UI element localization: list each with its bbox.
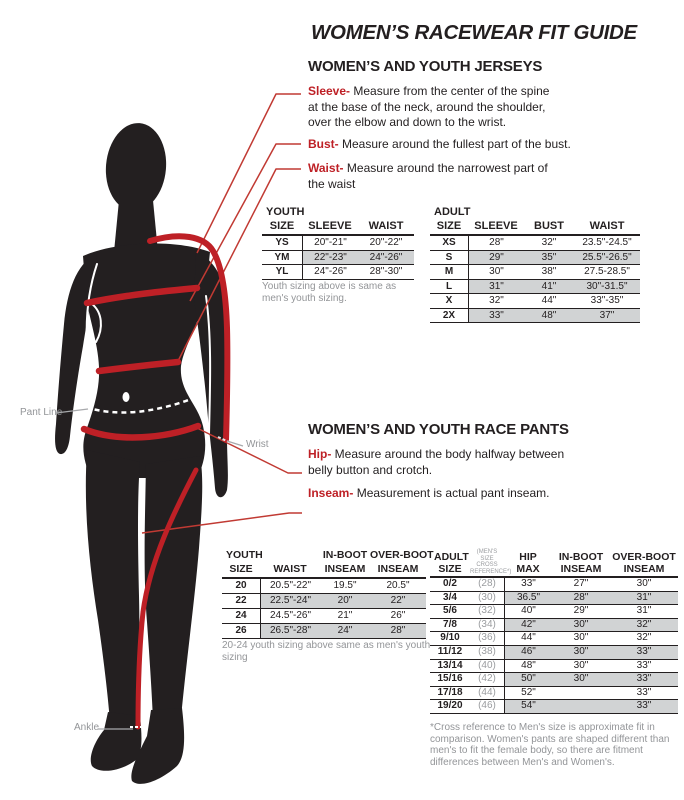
table-cell: 24.5"-26" bbox=[260, 609, 320, 623]
column-header: SIZE bbox=[269, 220, 295, 232]
table-row bbox=[430, 619, 678, 633]
column-header: INSEAM bbox=[324, 563, 366, 575]
table-cell: 31" bbox=[610, 592, 678, 605]
table-cell: 38" bbox=[541, 266, 557, 277]
youth-pants-table bbox=[222, 549, 434, 639]
table-cell: 5/6 bbox=[443, 605, 457, 617]
table-cell: (36) bbox=[478, 632, 496, 644]
table-cell: 54" bbox=[504, 700, 552, 713]
column-header: INSEAM bbox=[623, 563, 665, 575]
table-cell: 26 bbox=[235, 625, 247, 636]
left-leg-shape bbox=[86, 450, 140, 724]
table-cell: 33" bbox=[468, 309, 524, 323]
inseam-text: Measurement is actual pant inseam. bbox=[353, 486, 550, 500]
table-cell: 27.5-28.5" bbox=[584, 266, 630, 277]
pant-line-label: Pant Line bbox=[20, 407, 63, 418]
column-header: OVER-BOOT bbox=[370, 549, 434, 561]
waist-text: Measure around the narrowest part of the waist bbox=[308, 161, 548, 191]
table-cell: 46" bbox=[504, 646, 552, 659]
waist-definition bbox=[308, 161, 558, 192]
table-row bbox=[262, 251, 414, 266]
table-cell: 28" bbox=[552, 592, 610, 605]
table-cell: 48" bbox=[524, 309, 574, 323]
adult-jersey-table bbox=[430, 206, 640, 323]
sleeve-term: Sleeve- bbox=[308, 84, 351, 98]
table-cell: 30" bbox=[573, 632, 589, 644]
column-header: MAX bbox=[516, 563, 540, 575]
table-cell: 28" bbox=[370, 624, 426, 638]
table-cell: 20"-21" bbox=[302, 236, 358, 250]
table-cell: 13/14 bbox=[437, 659, 463, 671]
table-cell: 3/4 bbox=[443, 591, 457, 603]
table-cell: 44" bbox=[504, 632, 552, 645]
adult-pants-overboot-header bbox=[610, 551, 678, 575]
adult-pants-hip-header bbox=[504, 551, 552, 575]
table-cell: 31" bbox=[636, 605, 652, 617]
adult-jersey-table-body bbox=[430, 236, 640, 323]
table-row bbox=[430, 251, 640, 266]
table-cell: 22" bbox=[370, 594, 426, 608]
adult-pants-inboot-header bbox=[552, 551, 610, 575]
table-cell: 21" bbox=[337, 610, 353, 621]
table-cell: 9/10 bbox=[440, 632, 460, 644]
column-header: WAIST bbox=[368, 220, 404, 232]
table-cell: 37" bbox=[574, 309, 640, 323]
table-cell: 32" bbox=[541, 237, 557, 248]
table-cell: 50" bbox=[504, 673, 552, 686]
hip-text: Measure around the body halfway between belly button and crotch. bbox=[308, 447, 565, 477]
bust-term: Bust- bbox=[308, 137, 339, 151]
table-cell: 24 bbox=[235, 610, 247, 621]
column-header: SIZE bbox=[436, 220, 462, 232]
table-cell: 23.5"-24.5" bbox=[582, 237, 632, 248]
table-cell: 40" bbox=[504, 605, 552, 618]
table-cell: (46) bbox=[478, 700, 496, 712]
youth-jersey-table bbox=[262, 206, 414, 280]
table-row bbox=[430, 632, 678, 646]
column-header: SLEEVE bbox=[474, 220, 518, 232]
youth-jersey-note: Youth sizing above is same as men's youth sizing. bbox=[262, 281, 397, 304]
table-cell: 11/12 bbox=[437, 645, 463, 657]
table-cell: 42" bbox=[504, 619, 552, 632]
pants-section-heading: WOMEN’S AND YOUTH RACE PANTS bbox=[308, 421, 569, 438]
table-row bbox=[430, 660, 678, 674]
table-cell: 33" bbox=[610, 673, 678, 686]
inseam-definition bbox=[308, 486, 608, 502]
table-cell: (42) bbox=[478, 673, 496, 685]
table-cell: 33"-35" bbox=[590, 295, 624, 306]
column-header: IN-BOOT bbox=[558, 551, 604, 563]
column-header: SLEEVE bbox=[308, 220, 352, 232]
table-row bbox=[262, 236, 414, 251]
table-cell: 20.5" bbox=[386, 580, 410, 591]
table-row bbox=[430, 673, 678, 687]
table-cell: 48" bbox=[504, 660, 552, 673]
bust-definition bbox=[308, 137, 608, 153]
column-header: HIP bbox=[519, 551, 537, 563]
table-cell: 25.5"-26.5" bbox=[574, 251, 640, 265]
table-cell: 31" bbox=[468, 280, 524, 294]
right-leg-shape bbox=[145, 456, 203, 720]
column-header: ADULT bbox=[434, 551, 469, 563]
table-cell: 28"-30" bbox=[369, 266, 403, 277]
table-row bbox=[222, 609, 426, 624]
table-cell: 26.5"-28" bbox=[260, 624, 320, 638]
column-header: INSEAM bbox=[560, 563, 602, 575]
table-cell: 24"-26" bbox=[358, 251, 414, 265]
jerseys-section-heading: WOMEN’S AND YOUTH JERSEYS bbox=[308, 58, 543, 75]
table-cell: 41" bbox=[524, 280, 574, 294]
youth-pants-table-header bbox=[222, 549, 434, 579]
adult-jersey-table-header bbox=[430, 206, 640, 236]
table-cell: 44" bbox=[541, 295, 557, 306]
adult-pants-size-header bbox=[430, 551, 470, 575]
hip-term: Hip- bbox=[308, 447, 332, 461]
waist-term: Waist- bbox=[308, 161, 344, 175]
left-foot-shape bbox=[91, 712, 142, 771]
table-cell: 33" bbox=[636, 686, 652, 698]
table-cell: (32) bbox=[478, 605, 496, 617]
table-row bbox=[222, 624, 426, 639]
table-cell: XS bbox=[442, 237, 456, 248]
table-row bbox=[222, 594, 426, 609]
table-cell: 29" bbox=[468, 251, 524, 265]
column-header: SIZE bbox=[229, 563, 253, 575]
table-cell: 7/8 bbox=[443, 618, 457, 630]
table-cell: 19/20 bbox=[437, 700, 463, 712]
table-cell: (34) bbox=[478, 618, 496, 630]
table-cell: S bbox=[445, 251, 453, 263]
table-cell: 32" bbox=[636, 632, 652, 644]
table-cell bbox=[552, 700, 610, 713]
crossref-footnote: *Cross reference to Men's size is approximate fit in comparison. Women's pants are shaped different than men's to fit the female body, so there are fitment differences between Men's and Women's. bbox=[430, 722, 670, 768]
table-cell: 27" bbox=[573, 578, 589, 589]
table-cell: 36.5" bbox=[504, 592, 552, 605]
table-cell: YS bbox=[275, 237, 289, 248]
table-row bbox=[430, 592, 678, 606]
hip-definition bbox=[308, 447, 586, 478]
mens-size-crossref-header: (MEN'S SIZE CROSS REFERENCE*) bbox=[470, 549, 512, 575]
adult-pants-table-header bbox=[430, 549, 678, 578]
table-cell: (40) bbox=[478, 659, 496, 671]
table-cell: 20" bbox=[320, 594, 370, 608]
silhouette-shapes bbox=[55, 121, 229, 784]
sleeve-definition bbox=[308, 84, 560, 131]
table-cell: 33" bbox=[610, 700, 678, 713]
table-cell: 0/2 bbox=[443, 578, 457, 589]
table-cell: 30" bbox=[636, 578, 652, 589]
table-cell: 30"-31.5" bbox=[574, 280, 640, 294]
youth-pants-note: 20-24 youth sizing above same as men's youth sizing bbox=[222, 640, 431, 663]
inseam-term: Inseam- bbox=[308, 486, 354, 500]
table-cell: 52" bbox=[504, 687, 552, 700]
table-cell: 20.5"-22" bbox=[260, 579, 320, 593]
column-header: BUST bbox=[534, 220, 564, 232]
table-row bbox=[430, 687, 678, 701]
table-cell: 30" bbox=[468, 265, 524, 279]
column-header: OVER-BOOT bbox=[612, 551, 676, 563]
navel-dot bbox=[123, 392, 130, 402]
table-cell: 32" bbox=[610, 619, 678, 632]
table-row bbox=[430, 578, 678, 592]
adult-pants-table bbox=[430, 549, 678, 714]
table-cell: M bbox=[444, 266, 454, 277]
table-cell: 29" bbox=[573, 605, 589, 617]
table-cell: (38) bbox=[478, 645, 496, 657]
table-cell: 15/16 bbox=[437, 673, 463, 685]
table-cell: 20"-22" bbox=[369, 237, 403, 248]
table-row bbox=[430, 294, 640, 309]
wrist-label: Wrist bbox=[246, 439, 269, 450]
column-header bbox=[260, 549, 320, 562]
youth-jersey-group-label: YOUTH bbox=[266, 206, 305, 218]
table-cell: 32" bbox=[468, 294, 524, 308]
adult-jersey-group-label: ADULT bbox=[434, 206, 471, 218]
table-cell: 22 bbox=[235, 595, 247, 606]
table-row bbox=[430, 605, 678, 619]
table-row bbox=[430, 309, 640, 324]
table-cell: 19.5" bbox=[333, 580, 357, 591]
youth-pants-group-label: YOUTH bbox=[226, 549, 263, 561]
table-cell: 17/18 bbox=[437, 686, 463, 698]
column-header: WAIST bbox=[273, 563, 307, 575]
table-cell: 35" bbox=[524, 251, 574, 265]
youth-pants-table-body bbox=[222, 579, 426, 639]
ankle-label: Ankle bbox=[74, 722, 100, 733]
page-title: WOMEN’S RACEWEAR FIT GUIDE bbox=[311, 21, 637, 44]
table-row bbox=[430, 700, 678, 714]
table-row bbox=[430, 265, 640, 280]
table-cell: (44) bbox=[478, 686, 496, 698]
column-header: WAIST bbox=[589, 220, 625, 232]
table-cell: 30" bbox=[552, 619, 610, 632]
bust-text: Measure around the fullest part of the bust. bbox=[338, 137, 571, 151]
youth-jersey-table-body bbox=[262, 236, 414, 280]
table-cell: 30" bbox=[552, 646, 610, 659]
table-cell: 22.5"-24" bbox=[260, 594, 320, 608]
table-row bbox=[430, 280, 640, 295]
table-cell: 33" bbox=[504, 578, 552, 591]
table-cell: (30) bbox=[478, 591, 496, 603]
table-cell bbox=[552, 687, 610, 700]
table-cell: 33" bbox=[636, 659, 652, 671]
table-row bbox=[262, 265, 414, 280]
column-header: IN-BOOT bbox=[322, 549, 368, 561]
table-cell: 2X bbox=[442, 309, 456, 321]
torso-shape bbox=[83, 243, 210, 478]
sleeve-text: Measure from the center of the spine at the base of the neck, around the shoulder, over the elbow and down to the wrist. bbox=[308, 84, 550, 129]
column-header: SIZE bbox=[438, 563, 462, 575]
table-cell: L bbox=[445, 280, 453, 292]
table-cell: 24"-26" bbox=[302, 265, 358, 279]
table-cell: 24" bbox=[320, 624, 370, 638]
table-cell: X bbox=[445, 295, 453, 306]
table-cell: 20 bbox=[235, 580, 247, 591]
column-header: INSEAM bbox=[377, 563, 419, 575]
table-cell: 22"-23" bbox=[302, 251, 358, 265]
table-cell: 33" bbox=[610, 646, 678, 659]
adult-pants-table-body bbox=[430, 578, 678, 714]
table-cell: YM bbox=[274, 251, 290, 263]
table-cell: 26" bbox=[390, 610, 406, 621]
table-cell: 30" bbox=[573, 659, 589, 671]
table-row bbox=[222, 579, 426, 594]
table-row bbox=[430, 646, 678, 660]
table-cell: (28) bbox=[478, 578, 496, 589]
table-cell: YL bbox=[275, 266, 289, 277]
table-row bbox=[430, 236, 640, 251]
table-cell: 30" bbox=[552, 673, 610, 686]
table-cell: 28" bbox=[468, 236, 524, 250]
youth-jersey-table-header bbox=[262, 206, 414, 236]
